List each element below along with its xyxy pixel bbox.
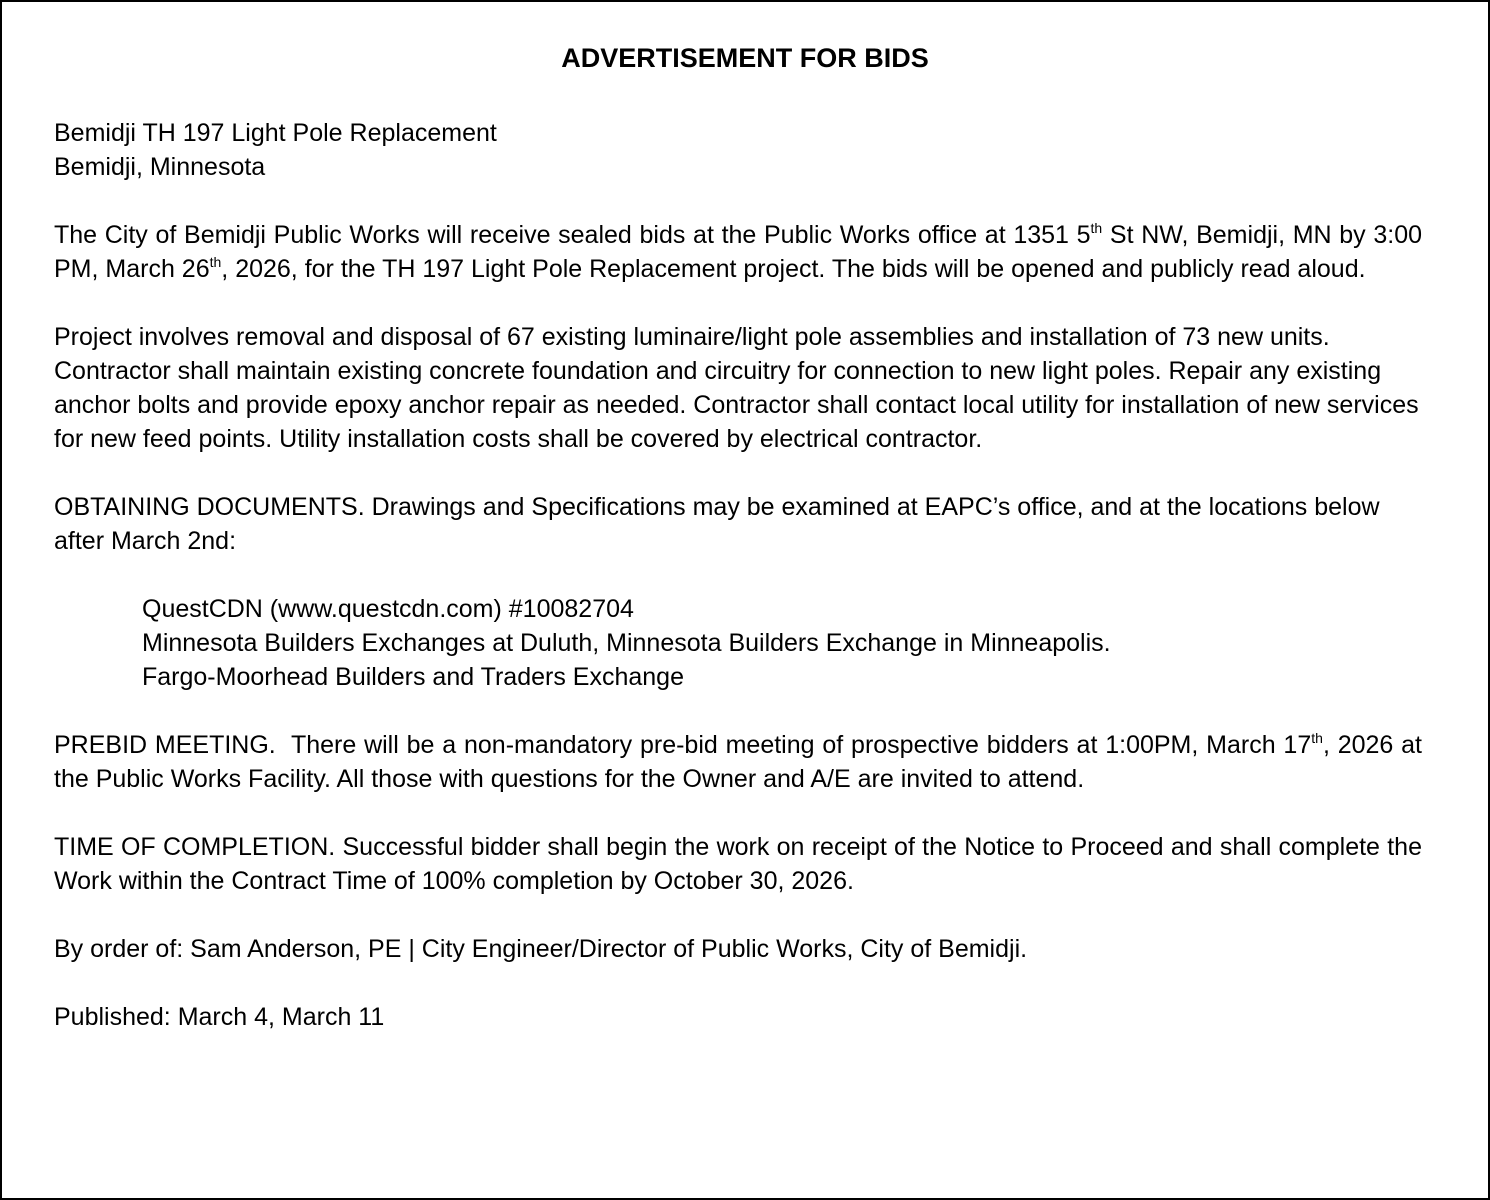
prebid-meeting-paragraph xyxy=(54,728,1422,796)
bid-receipt-paragraph xyxy=(54,218,1422,286)
document-body xyxy=(54,116,1422,1068)
time-of-completion: TIME OF COMPLETION. Successful bidder shall begin the work on receipt of the Notice to Proceed and shall complete the Work within the Contract Time of 100% completion by October 30, 2026. xyxy=(54,833,1422,895)
location-item: QuestCDN (www.questcdn.com) #10082704 xyxy=(142,595,634,623)
document-title: ADVERTISEMENT FOR BIDS xyxy=(561,43,929,73)
project-location: Bemidji, Minnesota xyxy=(54,153,266,181)
bid-receipt-text-b: St NW, Bemidji, MN by 3:00 PM, March 26 xyxy=(54,221,1423,283)
document-locations-list xyxy=(142,592,1422,694)
project-header xyxy=(54,116,1422,184)
bid-receipt-text-a: The City of Bemidji Public Works will receive sealed bids at the Public Works office at 1351 5 xyxy=(54,221,1091,249)
prebid-text-b: , 2026 at the Public Works Facility. All those with questions for the Owner and A/E are invited to attend. xyxy=(54,731,1423,793)
prebid-ordinal: th xyxy=(1311,730,1323,746)
published-dates: Published: March 4, March 11 xyxy=(54,1003,385,1031)
by-order-of: By order of: Sam Anderson, PE | City Engineer/Director of Public Works, City of Bemidji. xyxy=(54,935,1028,963)
bid-receipt-ordinal-1: th xyxy=(1090,220,1103,236)
project-name: Bemidji TH 197 Light Pole Replacement xyxy=(54,119,497,147)
location-item: Minnesota Builders Exchanges at Duluth, Minnesota Builders Exchange in Minneapolis. xyxy=(142,629,1111,657)
bid-receipt-text-c: , 2026, for the TH 197 Light Pole Replacement project. The bids will be opened and publicly read aloud. xyxy=(221,255,1366,283)
obtaining-documents: OBTAINING DOCUMENTS. Drawings and Specifications may be examined at EAPC’s office, and at the locations below after March 2nd: xyxy=(54,493,1380,555)
project-description: Project involves removal and disposal of 67 existing luminaire/light pole assemblies and installation of 73 new units. Contractor shall maintain existing concrete foundation and circuitry for connection to new light poles. Repair any existing anchor bolts and provide epoxy anchor repair as needed. Contractor shall contact local utility for installation of new services for new feed points. Utility installation costs shall be covered by electrical contractor. xyxy=(54,323,1419,453)
location-item: Fargo-Moorhead Builders and Traders Exchange xyxy=(142,663,684,691)
prebid-text-a: PREBID MEETING. There will be a non-mandatory pre-bid meeting of prospective bidders at 1:00PM, March 17 xyxy=(54,731,1312,759)
bid-receipt-ordinal-2: th xyxy=(209,254,222,270)
